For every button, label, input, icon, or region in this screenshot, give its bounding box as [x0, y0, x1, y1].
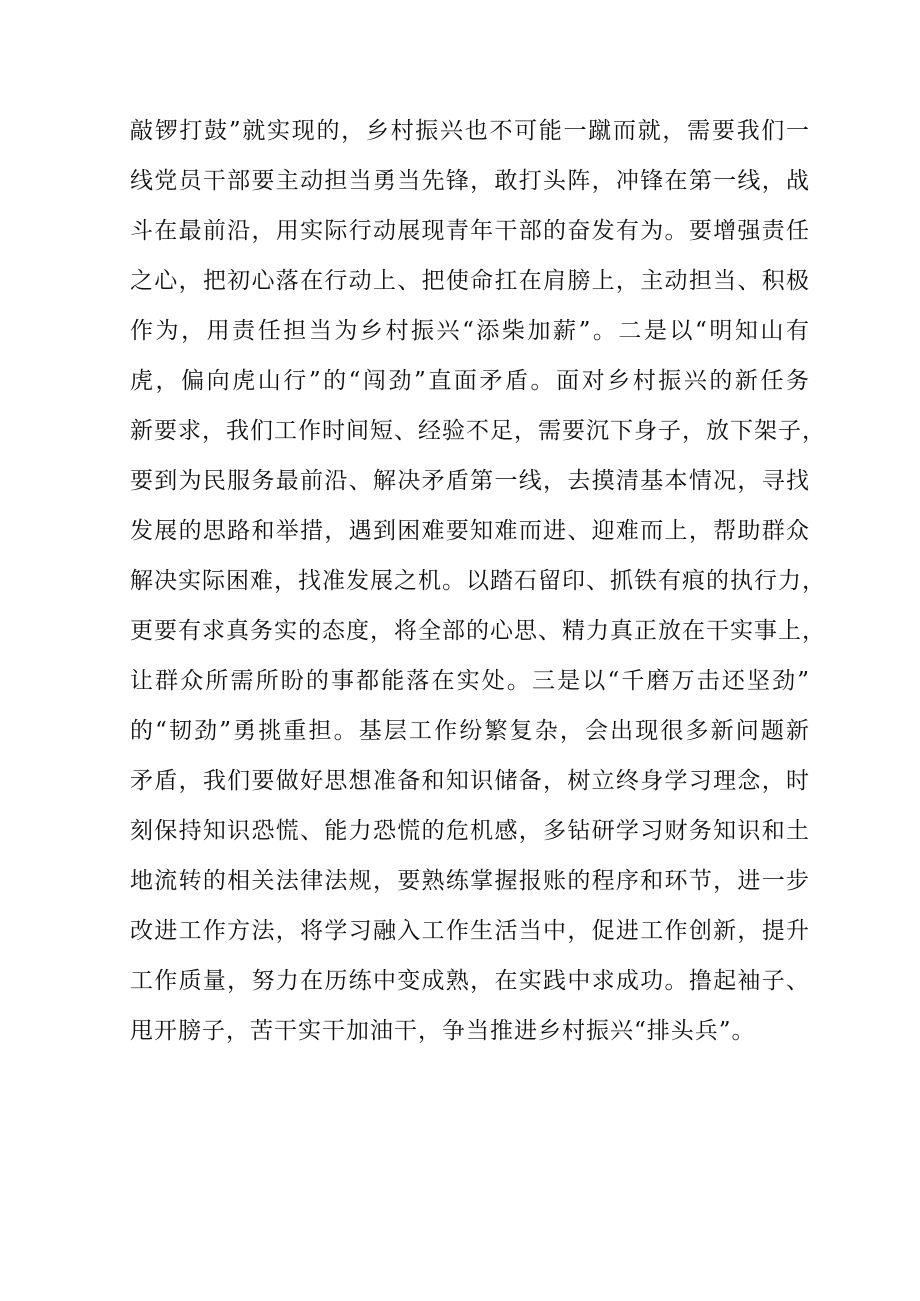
text-line: 新要求，我们工作时间短、经验不足，需要沉下身子，放下架子， — [130, 418, 826, 444]
text-line: 改进工作方法，将学习融入工作生活当中，促进工作创新，提升 — [130, 918, 810, 944]
text-line: 地流转的相关法律法规，要熟练掌握报账的程序和环节，进一步 — [130, 868, 810, 894]
text-line: 工作质量，努力在历练中变成熟，在实践中求成功。撸起袖子、 — [130, 968, 810, 994]
text-line: 线党员干部要主动担当勇当先锋，敢打头阵，冲锋在第一线，战 — [130, 168, 810, 194]
text-line: 虎，偏向虎山行”的“闯劲”直面矛盾。面对乡村振兴的新任务 — [130, 368, 810, 394]
body-paragraph — [130, 106, 826, 1056]
text-line: 让群众所需所盼的事都能落在实处。三是以“千磨万击还坚劲” — [130, 668, 810, 694]
text-line: 的“韧劲”勇挑重担。基层工作纷繁复杂，会出现很多新问题新 — [130, 718, 810, 744]
text-line: 敲锣打鼓”就实现的，乡村振兴也不可能一蹴而就，需要我们一 — [130, 118, 810, 144]
text-line: 矛盾，我们要做好思想准备和知识储备，树立终身学习理念，时 — [130, 768, 810, 794]
text-line: 发展的思路和举措，遇到困难要知难而进、迎难而上，帮助群众 — [130, 518, 810, 544]
text-line: 作为，用责任担当为乡村振兴“添柴加薪”。二是以“明知山有 — [130, 318, 810, 344]
text-line: 要到为民服务最前沿、解决矛盾第一线，去摸清基本情况，寻找 — [130, 468, 810, 494]
text-line: 刻保持知识恐慌、能力恐慌的危机感，多钻研学习财务知识和土 — [130, 818, 810, 844]
text-line: 斗在最前沿，用实际行动展现青年干部的奋发有为。要增强责任 — [130, 218, 810, 244]
text-line: 甩开膀子，苦干实干加油干，争当推进乡村振兴“排头兵”。 — [130, 1018, 756, 1044]
text-line: 解决实际困难，找准发展之机。以踏石留印、抓铁有痕的执行力， — [130, 568, 826, 594]
text-line: 更要有求真务实的态度，将全部的心思、精力真正放在干实事上， — [130, 618, 826, 644]
text-line: 之心，把初心落在行动上、把使命扛在肩膀上，主动担当、积极 — [130, 268, 810, 294]
